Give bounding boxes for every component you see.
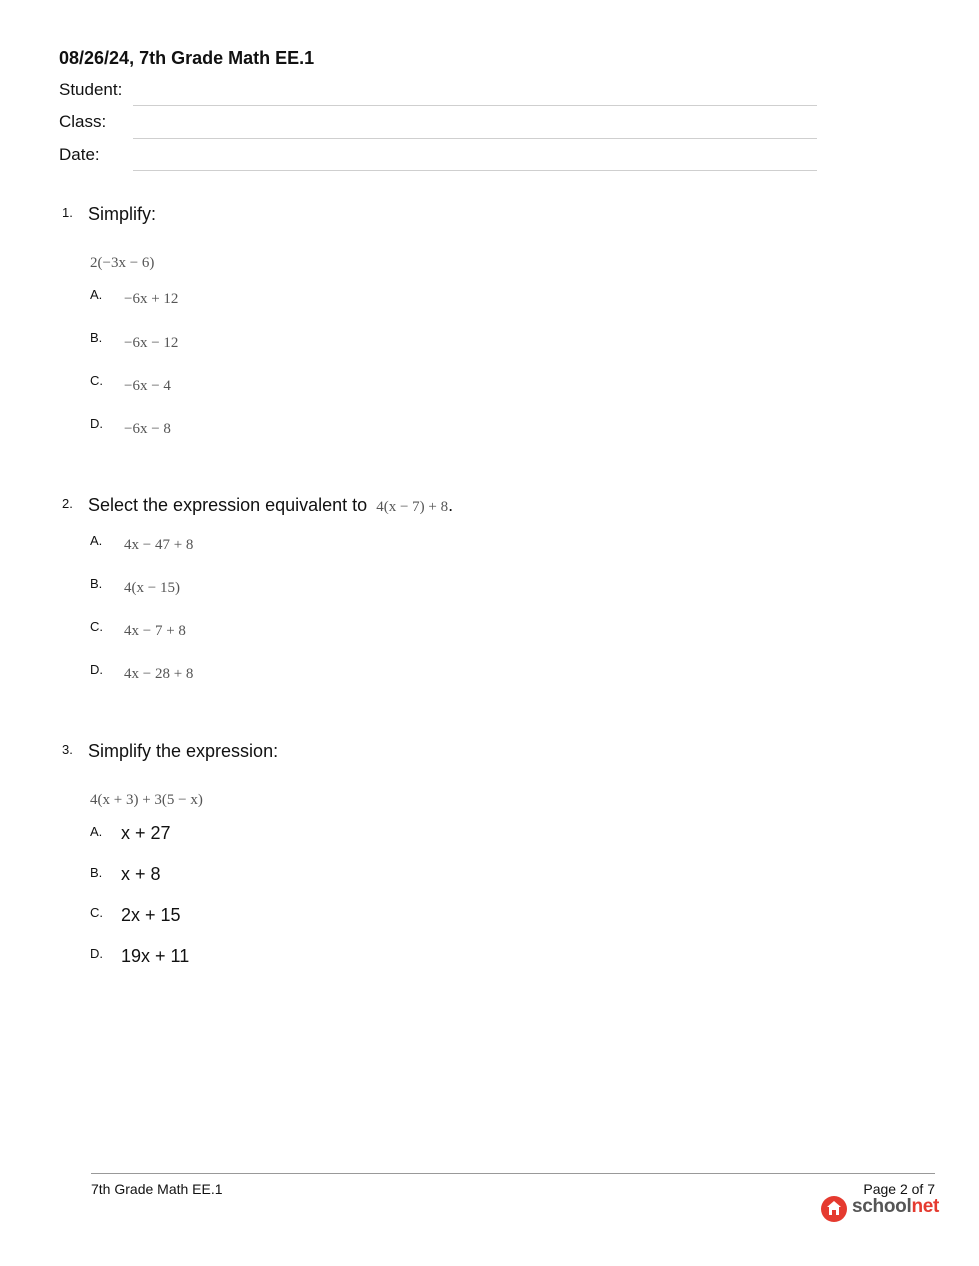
option-value: 19x + 11	[121, 946, 190, 966]
option-value: 4x − 28 + 8	[124, 666, 194, 682]
option-value: x + 27	[121, 823, 171, 843]
option-value: x + 8	[121, 864, 161, 884]
option-value: −6x + 12	[124, 291, 179, 307]
option-letter: C.	[90, 619, 103, 634]
student-field-line[interactable]	[133, 105, 817, 106]
question-text: Simplify the expression:	[88, 741, 279, 761]
question-number: 2.	[62, 496, 73, 511]
option-value: −6x − 12	[124, 335, 179, 351]
option-letter: D.	[90, 662, 103, 677]
date-label: Date:	[59, 145, 100, 164]
schoolnet-logo-text	[852, 1196, 939, 1218]
option-letter: C.	[90, 373, 103, 388]
page-title: 08/26/24, 7th Grade Math EE.1	[59, 48, 315, 68]
logo-school: school	[852, 1196, 912, 1217]
question-expression: 2(−3x − 6)	[90, 255, 155, 271]
date-field-line[interactable]	[133, 170, 817, 171]
schoolnet-logo-icon	[820, 1194, 848, 1224]
option-letter: B.	[90, 330, 103, 345]
question-period: .	[448, 495, 454, 515]
question-text: Simplify:	[88, 204, 157, 224]
question-number: 3.	[62, 742, 73, 757]
option-letter: B.	[90, 865, 103, 880]
option-value: 2x + 15	[121, 905, 181, 925]
option-letter: A.	[90, 533, 103, 548]
option-letter: A.	[90, 824, 103, 839]
question-text-line	[88, 495, 453, 516]
inline-expression: 4(x − 7) + 8	[376, 499, 449, 515]
footer-title: 7th Grade Math EE.1	[91, 1181, 223, 1197]
option-value: 4(x − 15)	[124, 580, 180, 596]
question-number: 1.	[62, 205, 73, 220]
option-value: −6x − 8	[124, 421, 171, 437]
class-label: Class:	[59, 112, 107, 131]
option-letter: B.	[90, 576, 103, 591]
option-letter: C.	[90, 905, 103, 920]
page-number: Page 2 of 7	[863, 1181, 935, 1197]
option-letter: D.	[90, 946, 103, 961]
option-value: 4x − 47 + 8	[124, 537, 194, 553]
option-value: 4x − 7 + 8	[124, 623, 186, 639]
logo-net: net	[911, 1196, 940, 1217]
option-letter: A.	[90, 287, 103, 302]
question-expression: 4(x + 3) + 3(5 − x)	[90, 792, 203, 808]
option-letter: D.	[90, 416, 103, 431]
class-field-line[interactable]	[133, 138, 817, 139]
footer-divider	[91, 1173, 935, 1174]
question-text: Select the expression equivalent to	[88, 495, 368, 515]
option-value: −6x − 4	[124, 378, 171, 394]
student-label: Student:	[59, 80, 123, 99]
